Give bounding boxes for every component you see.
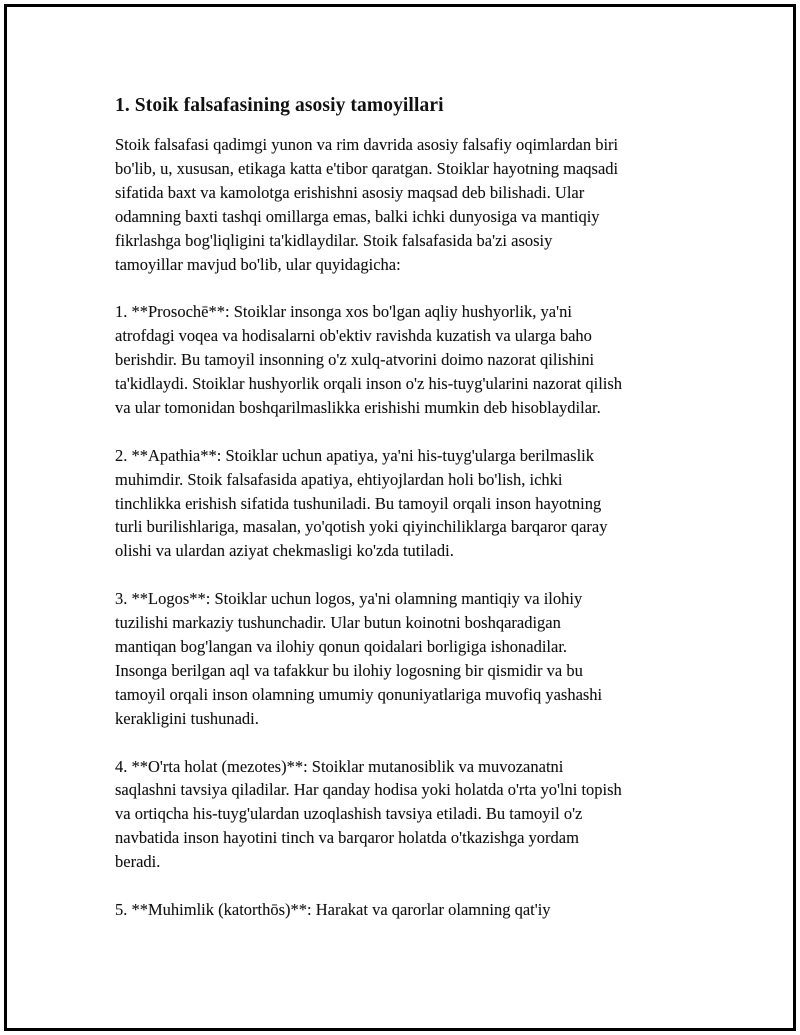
principle-prosoche-paragraph: 1. **Prosochē**: Stoiklar insonga xos bo'lgan aqliy hushyorlik, ya'ni atrofdagi voqea va hodisalarni ob'ektiv ravishda kuzatish va ularga baho berishdir. Bu tamoyil insonning o'z xulq-atvorini doimo nazorat qilishini ta'kidlaydi. Stoiklar hushyorlik orqali inson o'z his-tuyg'ularini nazorat qilish va ular tomonidan boshqarilmaslikka erishishi mumkin deb hisoblaydilar.: [115, 302, 623, 417]
principle-mezotes-paragraph: 4. **O'rta holat (mezotes)**: Stoiklar mutanosiblik va muvozanatni saqlashni tavsiya qiladilar. Har qanday hodisa yoki holatda o'rta yo'lni topish va ortiqcha his-tuyg'ulardan uzoqlashish tavsiya etiladi. Bu tamoyil o'z navbatida inson hayotini tinch va barqaror holatda o'tkazishga yordam beradi.: [115, 756, 622, 872]
document-body: [115, 93, 690, 922]
principle-logos-paragraph: 3. **Logos**: Stoiklar uchun logos, ya'ni olamning mantiqiy va ilohiy tuzilishi markaziy tushunchadir. Ular butun koinotni boshqaradigan mantiqan bog'langan va ilohiy qonun qoidalari borligiga ishonadilar. Insonga berilgan aql va tafakkur bu ilohiy logosning bir qismidir va bu tamoyil orqali inson olamning umumiy qonuniyatlariga muvofiq yashashi kerakligini tushunadi.: [115, 589, 603, 728]
section-heading: 1. Stoik falsafasining asosiy tamoyillari: [115, 95, 444, 116]
intro-paragraph: Stoik falsafasi qadimgi yunon va rim davrida asosiy falsafiy oqimlardan biri bo'lib, u, xususan, etikaga katta e'tibor qaratgan. Stoiklar hayotning maqsadi sifatida baxt va kamolotga erishishni asosiy maqsad deb bilishadi. Ular odamning baxti tashqi omillarga emas, balki ichki dunyosiga va mantiqiy fikrlashga bog'liqligini ta'kidlaydilar. Stoik falsafasida ba'zi asosiy tamoyillar mavjud bo'lib, ular quyidagicha:: [115, 135, 619, 274]
principle-apathia-paragraph: 2. **Apathia**: Stoiklar uchun apatiya, ya'ni his-tuyg'ularga berilmaslik muhimdir. Stoik falsafasida apatiya, ehtiyojlardan holi bo'lish, ichki tinchlikka erishish sifatida tushuniladi. Bu tamoyil orqali inson hayotning turli burilishlariga, masalan, yo'qotish yoki qiyinchiliklarga barqaror qaray olishi va ulardan aziyat chekmasligi ko'zda tutiladi.: [115, 445, 608, 561]
principle-katorthos-paragraph: 5. **Muhimlik (katorthōs)**: Harakat va qarorlar olamning qat'iy: [115, 899, 551, 919]
